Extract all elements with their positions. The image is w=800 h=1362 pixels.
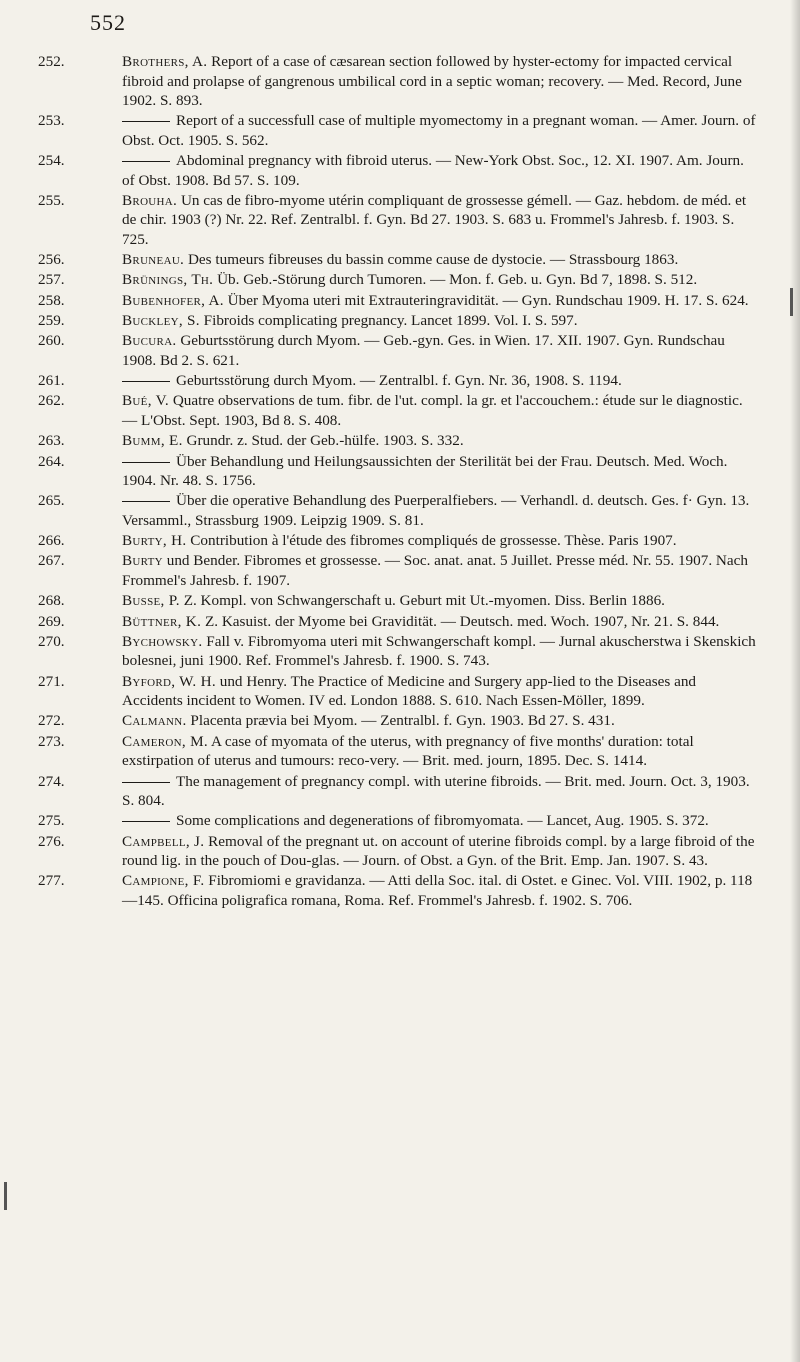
bibliography-entry bbox=[38, 732, 756, 771]
bibliography-entry bbox=[38, 191, 756, 250]
entry-author: Bumm, E. bbox=[122, 432, 183, 450]
bibliography-entry bbox=[38, 431, 756, 451]
bibliography-entry bbox=[38, 772, 756, 811]
entry-text: Placenta prævia bei Myom. — Zentralbl. f. Gyn. 1903. Bd 27. S. 431. bbox=[190, 712, 615, 730]
entry-author: Burty, H. bbox=[122, 532, 187, 550]
entry-number: 272. bbox=[38, 712, 65, 730]
entry-number: 266. bbox=[38, 532, 65, 550]
entry-number: 273. bbox=[38, 732, 65, 750]
entry-text: Contribution à l'étude des fibromes compliqués de grossesse. Thèse. Paris 1907. bbox=[190, 532, 677, 550]
entry-author: Buckley, S. bbox=[122, 312, 200, 330]
bibliography-entry bbox=[38, 371, 756, 391]
entry-text: Report of a case of cæsarean section followed by hyster-ectomy for impacted cervical fibroid and prolapse of gangrenous umbilical cord in a septic woman; recovery. — Med. Record, June 1902. S. 893. bbox=[122, 53, 742, 109]
bibliography-entry bbox=[38, 331, 756, 370]
entry-number: 264. bbox=[38, 452, 65, 470]
entry-number: 268. bbox=[38, 592, 65, 610]
ditto-dash bbox=[122, 381, 170, 382]
entry-text: Fall v. Fibromyoma uteri mit Schwangerschaft kompl. — Jurnal akuscherstwa i Skenskich bolesnei, juni 1900. Ref. Frommel's Jahresb. f. 1900. S. 743. bbox=[122, 632, 756, 670]
entry-author: Cameron, M. bbox=[122, 732, 208, 750]
bibliography-entry bbox=[38, 811, 756, 831]
bibliography-entry bbox=[38, 270, 756, 290]
entry-number: 256. bbox=[38, 251, 65, 269]
bibliography-list bbox=[38, 52, 756, 911]
bibliography-entry bbox=[38, 832, 756, 871]
bibliography-entry bbox=[38, 311, 756, 331]
entry-number: 262. bbox=[38, 392, 65, 410]
entry-text: Some complications and degenerations of fibromyomata. — Lancet, Aug. 1905. S. 372. bbox=[176, 812, 709, 830]
entry-text: A case of myomata of the uterus, with pregnancy of five months' duration: total exstirpation of uterus and tumours: reco-very. — Brit. med. journ, 1895. Dec. S. 1414. bbox=[122, 732, 694, 770]
bibliography-entry bbox=[38, 531, 756, 551]
bibliography-entry bbox=[38, 551, 756, 590]
entry-number: 269. bbox=[38, 612, 65, 630]
entry-author: Büttner, K. bbox=[122, 612, 202, 630]
bibliography-entry bbox=[38, 291, 756, 311]
entry-text: Fibromiomi e gravidanza. — Atti della Soc. ital. di Ostet. e Ginec. Vol. VIII. 1902, p. 118—145. Officina poligrafica romana, Roma. Ref. Frommel's Jahresb. f. 1902. S. 706. bbox=[122, 872, 753, 909]
bibliography-entry bbox=[38, 452, 756, 491]
entry-author: Byford, W. H. bbox=[122, 672, 216, 690]
entry-number: 259. bbox=[38, 312, 65, 330]
ditto-dash bbox=[122, 821, 170, 822]
entry-number: 277. bbox=[38, 872, 65, 890]
entry-text: The management of pregnancy compl. with uterine fibroids. — Brit. med. Journ. Oct. 3, 1903. S. 804. bbox=[122, 772, 750, 810]
page-number: 552 bbox=[90, 10, 126, 35]
entry-text: Un cas de fibro-myome utérin compliquant de grossesse gémell. — Gaz. hebdom. de méd. et de chir. 1903 (?) Nr. 22. Ref. Zentralbl. f. Gyn. Bd 27. 1903. S. 683 u. Frommel's Jahresb. f. 1903. S. 725. bbox=[122, 191, 747, 248]
entry-author: Bubenhofer, A. bbox=[122, 291, 224, 309]
entry-text: und Bender. Fibromes et grossesse. — Soc. anat. anat. 5 Juillet. Presse méd. Nr. 55. 1907. Nach Frommel's Jahresb. f. 1907. bbox=[122, 552, 748, 589]
entry-number: 276. bbox=[38, 832, 65, 850]
entry-text: Üb. Geb.-Störung durch Tumoren. — Mon. f. Geb. u. Gyn. Bd 7, 1898. S. 512. bbox=[217, 271, 698, 289]
entry-author: Campbell, J. bbox=[122, 832, 205, 850]
entry-text: Removal of the pregnant ut. on account of uterine fibroids compl. by a large fibroid of the round lig. in the pouch of Dou-glas. — Journ. of Obst. a Gyn. of the Brit. Emp. Jan. 1907. S. 43. bbox=[122, 832, 755, 870]
entry-author: Calmann. bbox=[122, 712, 187, 730]
entry-number: 271. bbox=[38, 672, 65, 690]
bibliography-entry bbox=[38, 672, 756, 711]
entry-author: Brothers, A. bbox=[122, 53, 208, 70]
entry-number: 254. bbox=[38, 152, 65, 170]
entry-number: 257. bbox=[38, 271, 65, 289]
entry-text: Über die operative Behandlung des Puerperalfiebers. — Verhandl. d. deutsch. Ges. f· Gyn. 13. Versamml., Strassburg 1909. Leipzig 1909. S. 81. bbox=[122, 492, 750, 529]
ditto-dash bbox=[122, 462, 170, 463]
entry-author: Burty bbox=[122, 552, 163, 570]
margin-mark bbox=[790, 288, 793, 316]
entry-text: Über Myoma uteri mit Extrauteringravidität. — Gyn. Rundschau 1909. H. 17. S. 624. bbox=[227, 291, 749, 309]
entry-text: Z. Kasuist. der Myome bei Gravidität. — Deutsch. med. Woch. 1907, Nr. 21. S. 844. bbox=[204, 612, 720, 630]
entry-text: und Henry. The Practice of Medicine and Surgery app-lied to the Diseases and Accidents incident to Women. IV ed. London 1888. S. 610. Nach Essen-Möller, 1899. bbox=[122, 672, 697, 710]
entry-number: 253. bbox=[38, 112, 65, 130]
entry-author: Brouha. bbox=[122, 191, 178, 209]
entry-number: 260. bbox=[38, 332, 65, 350]
entry-text: Geburtsstörung durch Myom. — Zentralbl. f. Gyn. Nr. 36, 1908. S. 1194. bbox=[176, 372, 622, 390]
entry-number: 267. bbox=[38, 552, 65, 570]
entry-number: 255. bbox=[38, 191, 65, 209]
entry-text: Des tumeurs fibreuses du bassin comme cause de dystocie. — Strassbourg 1863. bbox=[187, 251, 679, 269]
entry-number: 275. bbox=[38, 812, 65, 830]
entry-number: 263. bbox=[38, 432, 65, 450]
bibliography-entry bbox=[38, 391, 756, 430]
entry-author: Busse, P. bbox=[122, 592, 180, 610]
entry-text: Über Behandlung und Heilungsaussichten der Sterilität bei der Frau. Deutsch. Med. Woch. 1904. Nr. 48. S. 1756. bbox=[122, 452, 728, 490]
entry-number: 261. bbox=[38, 372, 65, 390]
entry-number: 258. bbox=[38, 291, 65, 309]
entry-text: Abdominal pregnancy with fibroid uterus. — New-York Obst. Soc., 12. XI. 1907. Am. Journ. of Obst. 1908. Bd 57. S. 109. bbox=[122, 152, 744, 189]
entry-author: Bruneau. bbox=[122, 251, 185, 269]
entry-author: Brünings, Th. bbox=[122, 271, 214, 289]
bibliography-entry bbox=[38, 591, 756, 611]
bibliography-entry bbox=[38, 111, 756, 150]
bibliography-entry bbox=[38, 52, 756, 111]
page-edge-shadow bbox=[790, 0, 800, 1362]
entry-text: Z. Kompl. von Schwangerschaft u. Geburt mit Ut.-myomen. Diss. Berlin 1886. bbox=[183, 592, 665, 610]
entry-text: Geburtsstörung durch Myom. — Geb.-gyn. Ges. in Wien. 17. XII. 1907. Gyn. Rundschau 1908. Bd 2. S. 621. bbox=[122, 332, 725, 369]
bibliography-entry bbox=[38, 612, 756, 632]
ditto-dash bbox=[122, 121, 170, 122]
entry-number: 274. bbox=[38, 772, 65, 790]
entry-number: 270. bbox=[38, 632, 65, 650]
entry-number: 265. bbox=[38, 492, 65, 510]
bibliography-entry bbox=[38, 871, 756, 910]
ditto-dash bbox=[122, 501, 170, 502]
bibliography-entry bbox=[38, 151, 756, 190]
ditto-dash bbox=[122, 161, 170, 162]
margin-mark bbox=[4, 1182, 7, 1210]
bibliography-entry bbox=[38, 632, 756, 671]
entry-text: Grundr. z. Stud. der Geb.-hülfe. 1903. S. 332. bbox=[186, 432, 464, 450]
ditto-dash bbox=[122, 782, 170, 783]
bibliography-entry bbox=[38, 250, 756, 270]
entry-author: Bué, V. bbox=[122, 392, 170, 410]
entry-text: Quatre observations de tum. fibr. de l'ut. compl. la gr. et l'accouchem.: étude sur le diagnostic. — L'Obst. Sept. 1903, Bd 8. S. 408. bbox=[122, 392, 743, 429]
bibliography-entry bbox=[38, 491, 756, 530]
bibliography-entry bbox=[38, 711, 756, 731]
entry-number: 252. bbox=[38, 53, 65, 70]
entry-text: Fibroids complicating pregnancy. Lancet 1899. Vol. I. S. 597. bbox=[203, 312, 578, 330]
entry-text: Report of a successfull case of multiple myomectomy in a pregnant woman. — Amer. Journ. of Obst. Oct. 1905. S. 562. bbox=[122, 112, 756, 149]
entry-author: Bucura. bbox=[122, 332, 177, 350]
entry-author: Bychowsky. bbox=[122, 632, 203, 650]
entry-author: Campione, F. bbox=[122, 872, 205, 890]
